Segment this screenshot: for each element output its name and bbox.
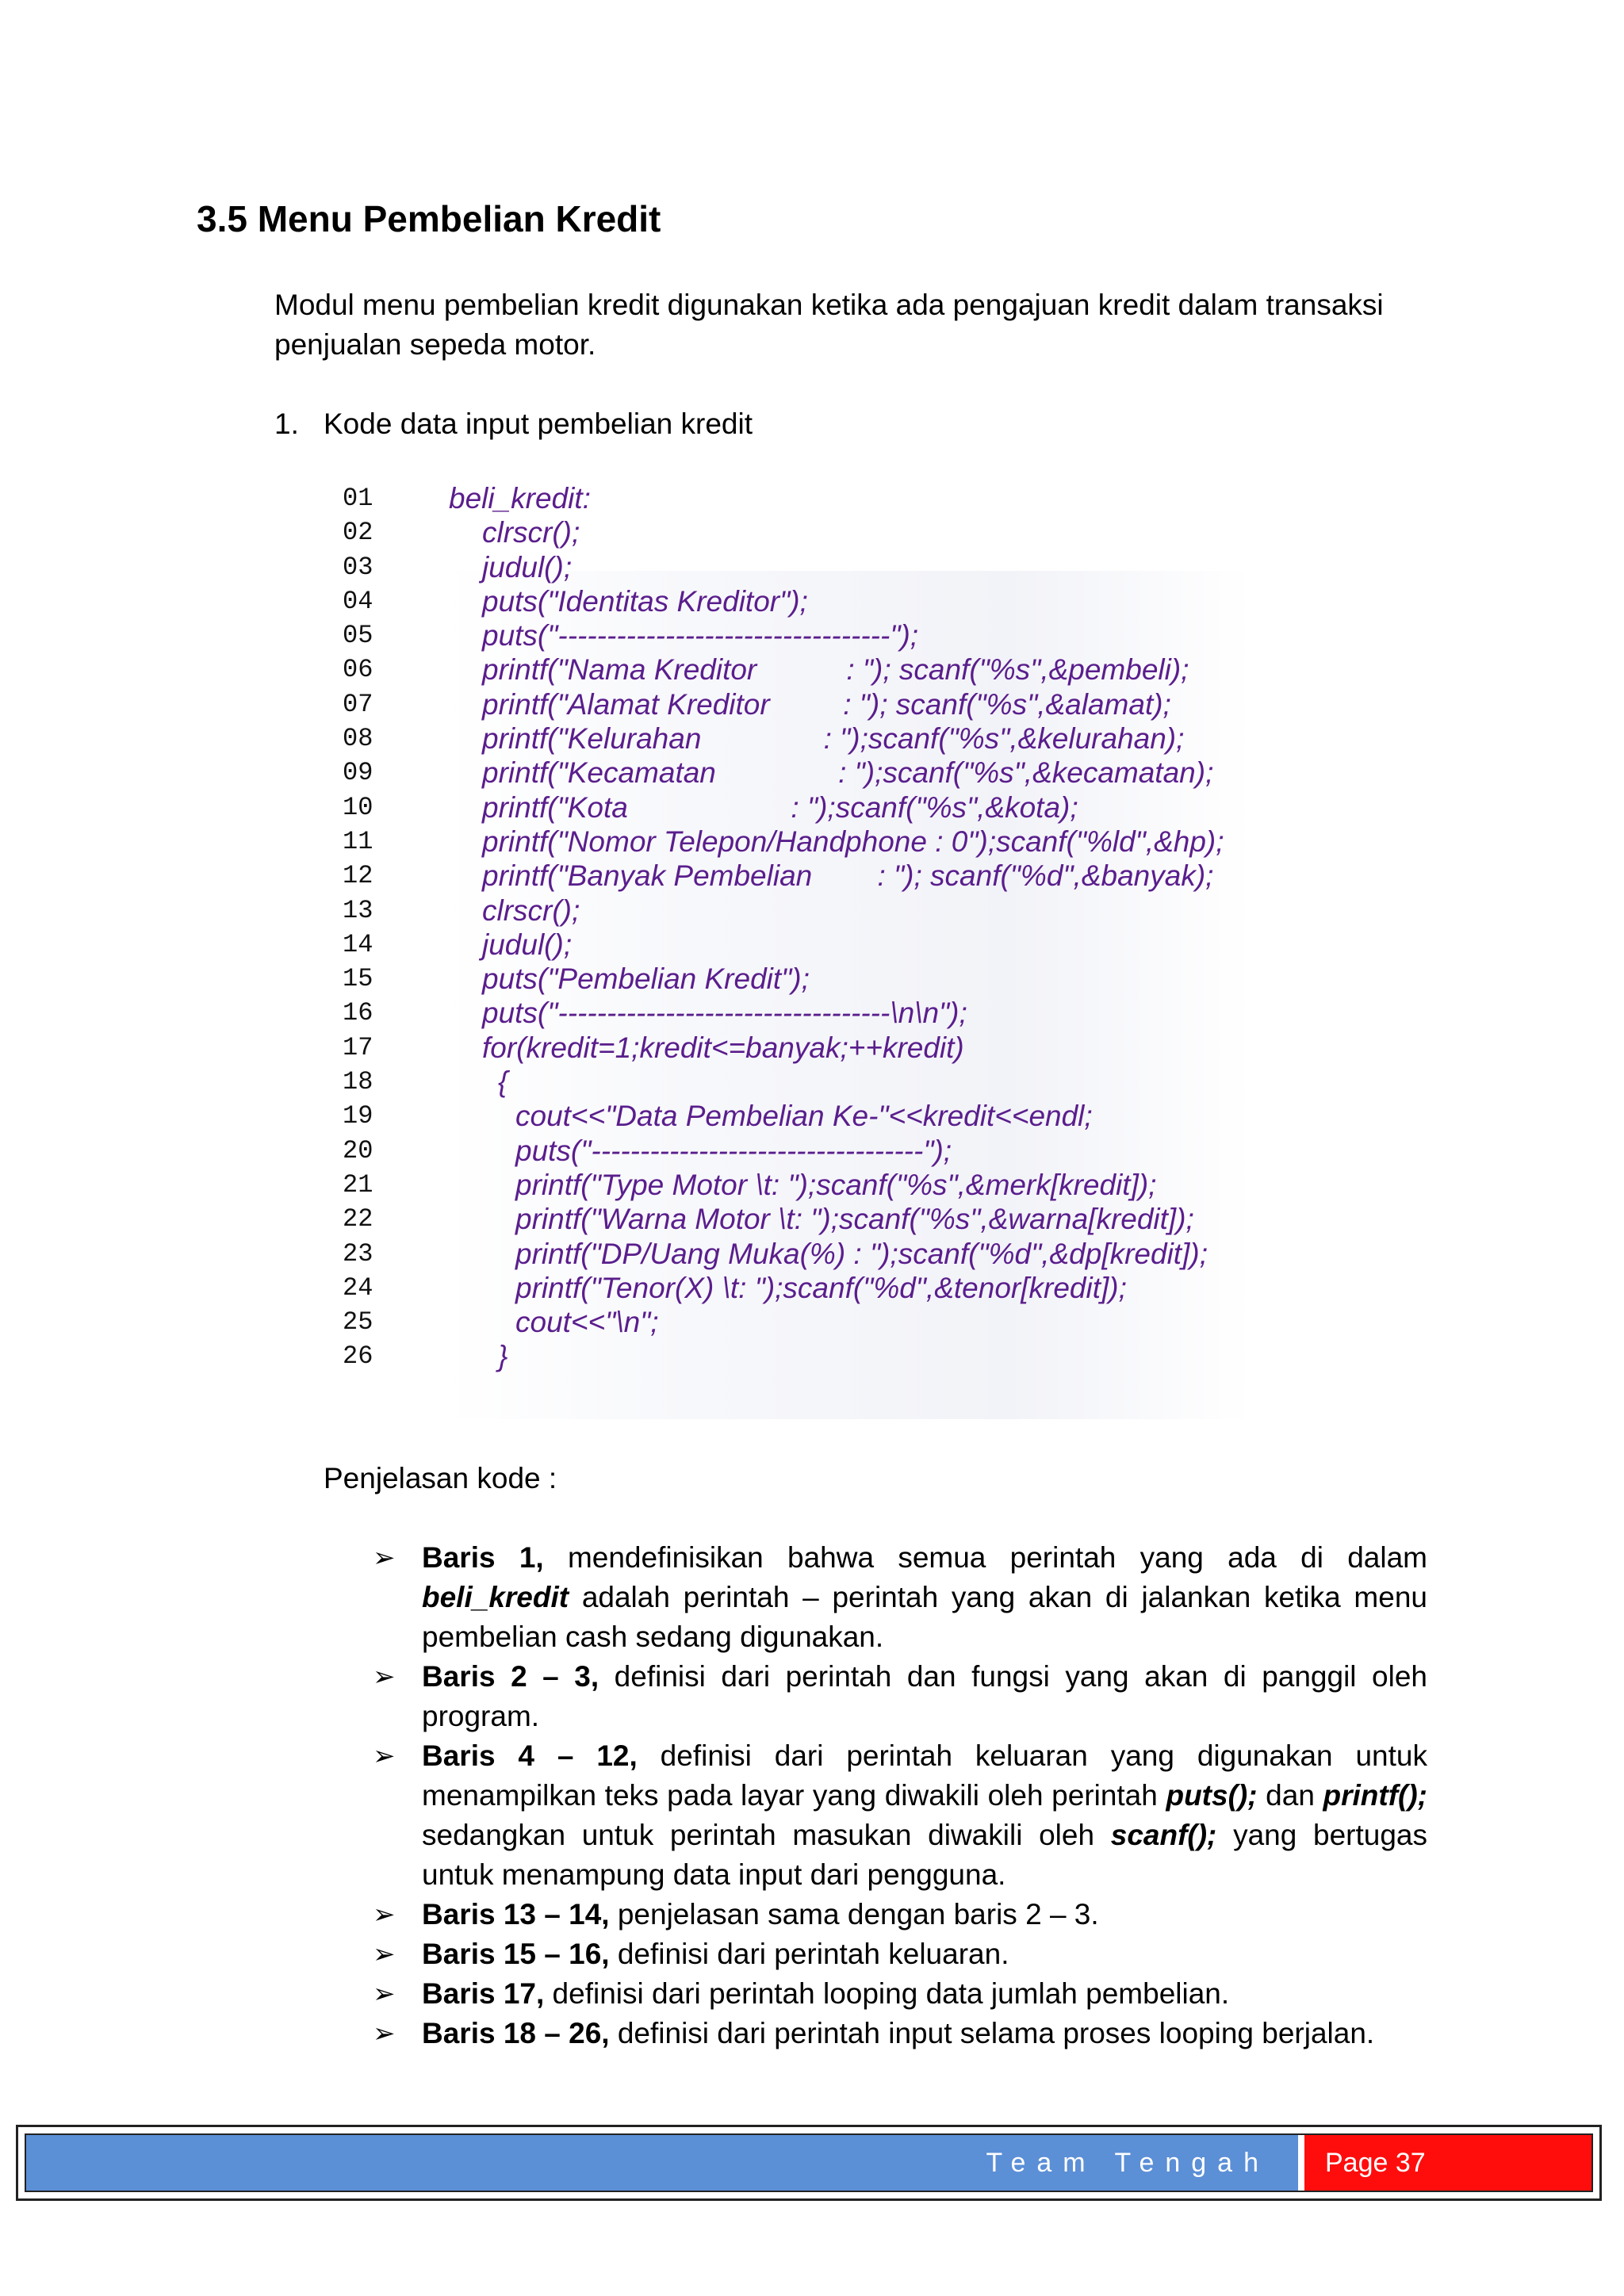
explanation-text: definisi dari perintah dan fungsi yang akan di panggil oleh program. (422, 1660, 1428, 1732)
code-keyword: beli_kredit (422, 1581, 569, 1613)
code-text: puts("----------------------------------\n\n"); (482, 997, 967, 1030)
code-line (333, 482, 1253, 516)
code-keyword: printf(); (1323, 1779, 1428, 1812)
code-line (333, 1272, 1253, 1306)
explanation-text: yang bertugas untuk menampung data input dari pengguna. (422, 1819, 1427, 1891)
code-line (333, 653, 1253, 687)
line-range-label: Baris 13 – 14, (422, 1898, 610, 1931)
code-line (333, 722, 1253, 756)
line-number: 07 (343, 689, 373, 719)
code-line (333, 619, 1253, 653)
list-item-title (274, 404, 753, 444)
line-number: 21 (343, 1169, 373, 1200)
code-text: puts("----------------------------------"); (482, 619, 919, 652)
code-line (333, 1306, 1253, 1340)
code-block (333, 482, 1253, 1375)
code-line (333, 1100, 1253, 1134)
code-line (333, 997, 1253, 1031)
line-number: 17 (343, 1032, 373, 1062)
code-text: printf("Nama Kreditor : "); scanf("%s",&pembeli); (482, 653, 1189, 687)
line-number: 18 (343, 1067, 373, 1097)
code-text: printf("Alamat Kreditor : "); scanf("%s",&alamat); (482, 687, 1171, 721)
explanation-text: definisi dari perintah keluaran. (609, 1938, 1009, 1970)
line-number: 10 (343, 792, 373, 822)
arrow-bullet-icon: ➢ (373, 1938, 396, 1970)
footer-gap (1298, 2135, 1304, 2191)
explanation-text: definisi dari perintah keluaran yang digunakan untuk menampilkan teks pada layar yang diwakili oleh perintah (422, 1739, 1427, 1812)
code-line (333, 962, 1253, 997)
code-text: judul(); (482, 550, 573, 584)
code-text: clrscr(); (482, 516, 580, 549)
code-text: printf("DP/Uang Muka(%) : ");scanf("%d",&dp[kredit]); (515, 1237, 1208, 1270)
line-number: 25 (343, 1307, 373, 1337)
code-line (333, 1340, 1253, 1374)
line-range-label: Baris 4 – 12, (422, 1739, 638, 1772)
line-number: 14 (343, 929, 373, 959)
line-number: 02 (343, 518, 373, 548)
code-line (333, 859, 1253, 894)
line-number: 19 (343, 1101, 373, 1131)
line-range-label: Baris 17, (422, 1977, 545, 2010)
code-text: printf("Type Motor \t: ");scanf("%s",&merk[kredit]); (515, 1168, 1157, 1201)
intro-paragraph: Modul menu pembelian kredit digunakan ketika ada pengajuan kredit dalam transaksi penjualan sepeda motor. (274, 289, 1384, 361)
explanation-text: definisi dari perintah looping data jumlah pembelian. (544, 1977, 1230, 2010)
code-line (333, 894, 1253, 928)
explanation-text: definisi dari perintah input selama proses looping berjalan. (609, 2017, 1375, 2049)
explanation-item (373, 1736, 1427, 1895)
line-number: 11 (343, 826, 373, 856)
footer-inner (25, 2133, 1593, 2192)
line-range-label: Baris 2 – 3, (422, 1660, 599, 1693)
code-text: printf("Tenor(X) \t: ");scanf("%d",&tenor[kredit]); (515, 1271, 1127, 1304)
explanation-text: sedangkan untuk perintah masukan diwakili oleh (422, 1819, 1111, 1851)
line-number: 12 (343, 861, 373, 891)
explanation-title: Penjelasan kode : (324, 1462, 557, 1494)
explanation-text: penjelasan sama dengan baris 2 – 3. (609, 1898, 1099, 1931)
code-line (333, 585, 1253, 619)
code-line (333, 551, 1253, 585)
code-line (333, 791, 1253, 825)
line-number: 03 (343, 552, 373, 582)
code-line (333, 1203, 1253, 1237)
code-text: printf("Banyak Pembelian : "); scanf("%d",&banyak); (482, 859, 1214, 893)
code-text: cout<<"\n"; (515, 1306, 659, 1339)
code-keyword: scanf(); (1110, 1819, 1217, 1851)
page-footer (16, 2125, 1602, 2201)
code-text: printf("Kota : ");scanf("%s",&kota); (482, 790, 1078, 824)
line-number: 15 (343, 964, 373, 994)
arrow-bullet-icon: ➢ (373, 2018, 396, 2049)
code-text: } (498, 1340, 508, 1373)
footer-page-number: Page 37 (1304, 2135, 1591, 2191)
explanation-text: mendefinisikan bahwa semua perintah yang ada di dalam (543, 1541, 1427, 1574)
code-line (333, 1066, 1253, 1100)
line-number: 13 (343, 895, 373, 925)
explanation-item (373, 1895, 1427, 1934)
code-line (333, 756, 1253, 790)
code-text: beli_kredit: (449, 482, 591, 515)
line-number: 26 (343, 1341, 373, 1372)
list-number: 1. (274, 408, 299, 440)
line-number: 16 (343, 998, 373, 1028)
code-text: cout<<"Data Pembelian Ke-"<<kredit<<endl; (515, 1100, 1093, 1133)
line-number: 01 (343, 484, 373, 513)
line-number: 06 (343, 655, 373, 685)
code-line (333, 1031, 1253, 1066)
arrow-bullet-icon: ➢ (373, 1978, 396, 2010)
line-range-label: Baris 15 – 16, (422, 1938, 610, 1970)
arrow-bullet-icon: ➢ (373, 1740, 396, 1772)
explanation-text: adalah perintah – perintah yang akan di jalankan ketika menu pembelian cash sedang digunakan. (422, 1581, 1427, 1653)
code-keyword: puts(); (1166, 1779, 1258, 1812)
code-text: for(kredit=1;kredit<=banyak;++kredit) (482, 1031, 964, 1064)
line-number: 23 (343, 1238, 373, 1269)
arrow-bullet-icon: ➢ (373, 1661, 396, 1693)
explanation-item (373, 2014, 1427, 2053)
code-text: printf("Kecamatan : ");scanf("%s",&kecamatan); (482, 756, 1214, 790)
explanation-item (373, 1934, 1427, 1974)
code-line (333, 825, 1253, 859)
footer-team-label: Team Tengah (26, 2135, 1298, 2191)
code-text: puts("Pembelian Kredit"); (482, 962, 810, 996)
line-range-label: Baris 1, (422, 1541, 544, 1574)
arrow-bullet-icon: ➢ (373, 1899, 396, 1931)
line-number: 08 (343, 724, 373, 754)
line-number: 22 (343, 1204, 373, 1234)
line-number: 24 (343, 1272, 373, 1303)
line-number: 09 (343, 758, 373, 788)
code-line (333, 1238, 1253, 1272)
line-range-label: Baris 18 – 26, (422, 2017, 610, 2049)
arrow-bullet-icon: ➢ (373, 1542, 396, 1574)
explanation-item (373, 1974, 1427, 2014)
code-text: clrscr(); (482, 894, 580, 927)
explanation-item (373, 1538, 1427, 1657)
code-text: printf("Nomor Telepon/Handphone : 0");scanf("%ld",&hp); (482, 825, 1224, 858)
code-text: judul(); (482, 928, 573, 961)
explanation-list (373, 1538, 1427, 2053)
explanation-text: dan (1257, 1779, 1323, 1812)
code-text: puts("Identitas Kreditor"); (482, 584, 808, 618)
code-line (333, 1169, 1253, 1203)
code-text: { (498, 1066, 508, 1099)
explanation-item (373, 1657, 1427, 1736)
line-number: 04 (343, 586, 373, 616)
code-text: puts("----------------------------------"); (515, 1134, 952, 1167)
section-heading: 3.5 Menu Pembelian Kredit (197, 198, 661, 239)
list-title-text: Kode data input pembelian kredit (324, 408, 753, 440)
line-number: 20 (343, 1135, 373, 1165)
code-text: printf("Kelurahan : ");scanf("%s",&kelurahan); (482, 722, 1185, 756)
code-line (333, 516, 1253, 550)
code-line (333, 688, 1253, 722)
code-line (333, 928, 1253, 962)
code-line (333, 1135, 1253, 1169)
code-text: printf("Warna Motor \t: ");scanf("%s",&warna[kredit]); (515, 1203, 1194, 1236)
line-number: 05 (343, 621, 373, 651)
